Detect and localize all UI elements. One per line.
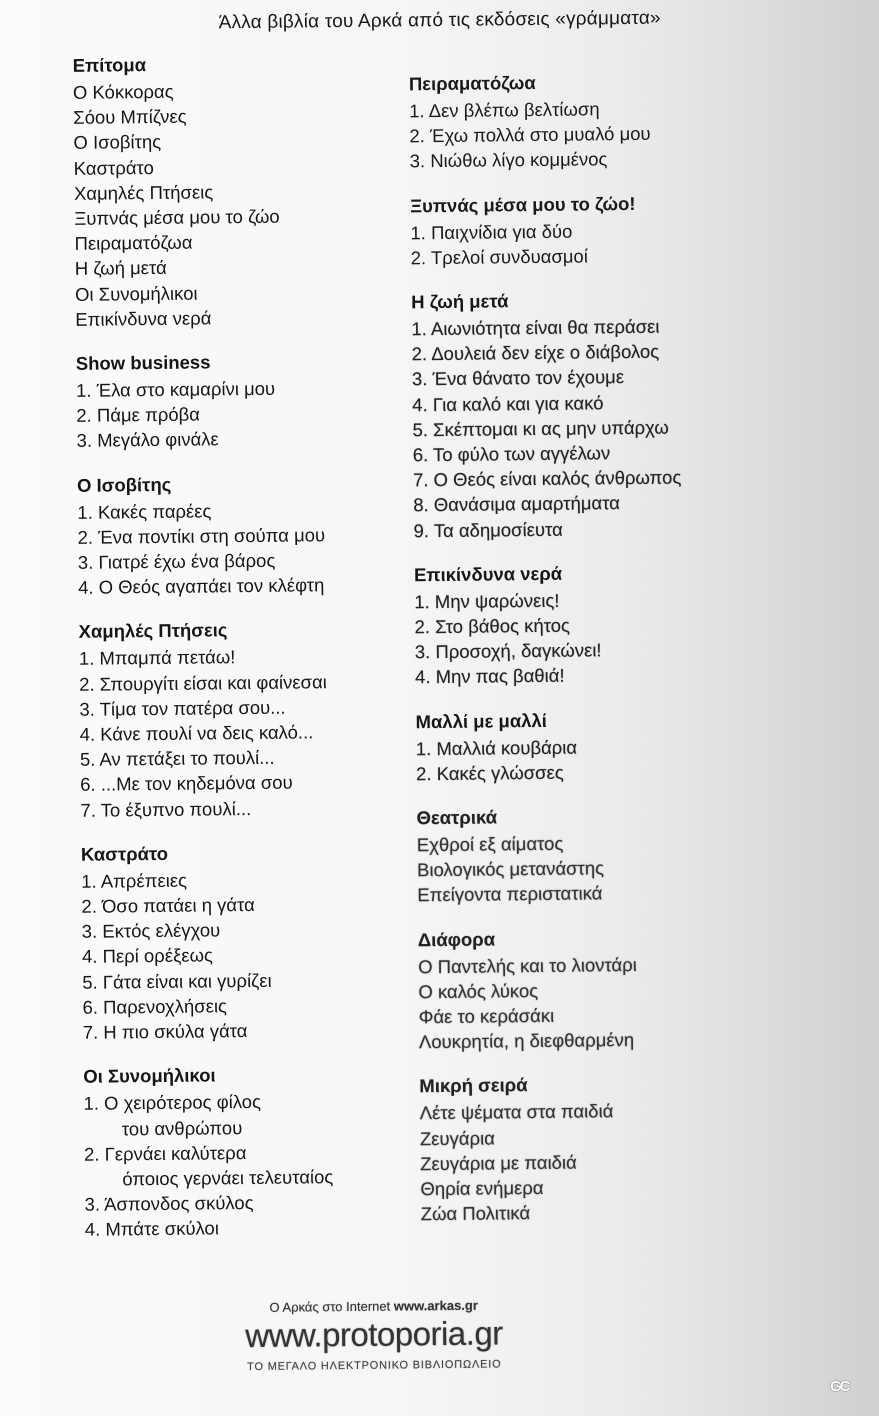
book-item: 2. Τρελοί συνδυασμοί (410, 245, 588, 269)
book-item: 4. Κάνε πουλί να δεις καλό... (79, 721, 314, 745)
book-item: 3. Εκτός ελέγχου (81, 919, 221, 943)
book-list (417, 828, 798, 908)
book-item: 1. Παιχνίδια για δύο (410, 220, 573, 243)
book-item: 1. Μην ψαρώνεις! (414, 589, 560, 613)
section-heading: Επικίνδυνα νερά (413, 562, 563, 586)
section-epitoma (73, 50, 436, 332)
book-list (409, 94, 790, 174)
page-title: Άλλα βιβλία του Αρκά από τις εκδόσεις «γράμματα» (218, 7, 661, 34)
book-item: 2. Σπουργίτι είσαι και φαίνεσαι (79, 670, 327, 695)
section-heading: Θεατρικά (416, 806, 498, 829)
book-item: 1. Ο χειρότερος φίλος (83, 1091, 262, 1115)
book-item: 7. Ο Θεός είναι καλός άνθρωπος (412, 466, 682, 491)
book-item: 2. Όσο πατάει η γάτα (81, 894, 255, 917)
book-item: Η ζωή μετά (74, 257, 167, 280)
book-item: 2. Έχω πολλά στο μυαλό μου (409, 123, 651, 147)
book-item: Ζώα Πολιτικά (420, 1202, 531, 1225)
book-list (73, 76, 436, 332)
book-item: 5. Γάτα είναι και γυρίζει (82, 969, 272, 993)
book-list (418, 950, 799, 1055)
book-item: 5. Σκέπτομαι κι ας μην υπάρχω (412, 416, 669, 441)
book-list (420, 1097, 801, 1227)
book-item: 3. Ένα θάνατο τον έχουμε (411, 366, 625, 390)
section-heading: Καστράτο (80, 842, 169, 865)
section-epikindyna-nera (414, 559, 795, 690)
book-item: 7. Το έξυπνο πουλί... (80, 797, 252, 821)
section-heading: Οι Συνομήλικοι (83, 1064, 216, 1088)
book-item: 4. Μην πας βαθιά! (414, 665, 565, 688)
book-item: 2. Κακές γλώσσες (415, 761, 564, 785)
book-item: 6. Παρενοχλήσεις (82, 995, 228, 1018)
book-list (81, 865, 443, 1045)
section-diafora (418, 924, 799, 1055)
book-item: Βιολογικός μετανάστης (416, 857, 605, 881)
book-item: 3. Νιώθω λίγο κομμένος (409, 148, 608, 172)
book-item: 3. Τίμα τον πατέρα σου... (79, 696, 286, 720)
book-item: 2. Στο βάθος κήτος (414, 614, 571, 638)
book-item: Ο Κόκκορας (72, 80, 174, 103)
book-item: 2. Δουλειά δεν είχε ο διάβολος (411, 340, 660, 365)
book-item: Οι Συνομήλικοι (74, 282, 198, 305)
book-item: 1. Αιωνιότητα είναι θα περάσει (411, 315, 660, 340)
book-item: 3. Γιατρέ έχω ένα βάρος (77, 549, 276, 573)
section-heading: Χαμηλές Πτήσεις (78, 619, 228, 643)
section-mikri-seira (419, 1071, 801, 1227)
book-item: Ζευγάρια (419, 1127, 495, 1149)
internet-label: Ο Αρκάς στο Internet (269, 1298, 391, 1315)
gc-watermark-logo: GC (830, 1378, 849, 1395)
section-heading: Πειραματόζωα (408, 71, 536, 95)
book-item: 1. Δεν βλέπω βελτίωση (409, 98, 600, 122)
book-item: Εχθροί εξ αίματος (416, 832, 564, 856)
book-item: Χαμηλές Πτήσεις (73, 181, 214, 204)
book-item: 3. Μεγάλο φινάλε (76, 428, 219, 452)
section-heading: Ξυπνάς μέσα μου το ζώο! (410, 192, 636, 216)
section-i-zoi-meta (411, 286, 794, 543)
right-column (409, 68, 801, 1246)
protoporia-url[interactable]: www.protoporia.gr (245, 1314, 503, 1355)
book-item: 1. Κακές παρέες (77, 500, 212, 523)
book-item-continuation: όποιος γερνάει τελευταίος (122, 1166, 334, 1190)
book-list (414, 585, 795, 690)
section-heading: Η ζωή μετά (411, 290, 509, 313)
book-item: 1. Μπαμπά πετάω! (78, 646, 236, 670)
book-item: 6. ...Με τον κηδεμόνα σου (80, 772, 293, 796)
book-list (410, 216, 791, 270)
book-item: 4. Περί ορέξεως (81, 944, 214, 968)
book-item: Καστράτο (73, 156, 154, 179)
book-list (416, 732, 797, 786)
book-list (77, 496, 438, 601)
footer (194, 1297, 555, 1374)
book-item: 5. Αν πετάξει το πουλί... (79, 747, 275, 771)
section-show-business (76, 348, 437, 453)
book-item: 3. Προσοχή, δαγκώνει! (414, 639, 602, 663)
book-item: 3. Άσπονδος σκύλος (84, 1192, 254, 1215)
section-theatrika (416, 802, 797, 908)
bookstore-slogan: ΤΟ ΜΕΓΑΛΟ ΗΛΕΚΤΡΟΝΙΚΟ ΒΙΒΛΙΟΠΩΛΕΙΟ (247, 1358, 502, 1374)
book-item: 2. Γερνάει καλύτερα (83, 1141, 247, 1165)
book-item: 9. Τα αδημοσίευτα (413, 518, 563, 541)
book-item: 4. Ο Θεός αγαπάει τον κλέφτη (78, 574, 325, 599)
internet-line (194, 1297, 554, 1316)
book-item: 1. Έλα στο καμαρίνι μου (75, 377, 276, 401)
book-list (411, 312, 793, 543)
arkas-url[interactable]: www.arkas.gr (393, 1297, 478, 1314)
section-peiramatozoa (409, 68, 790, 174)
book-item: Επείγοντα περιστατικά (417, 882, 603, 906)
section-heading: Μαλλί με μαλλί (415, 709, 547, 732)
left-column (73, 50, 446, 1262)
book-item: 1. Μαλλιά κουβάρια (415, 736, 578, 759)
section-heading: Ο Ισοβίτης (76, 473, 172, 496)
section-heading: Show business (75, 351, 211, 374)
book-item: Λέτε ψέματα στα παιδιά (419, 1100, 614, 1124)
book-item: Φάε το κεράσάκι (418, 1004, 555, 1028)
book-item: Ζευγάρια με παιδιά (420, 1151, 577, 1175)
book-list (83, 1087, 445, 1242)
book-item: Ξυπνάς μέσα μου το ζώο (74, 205, 280, 229)
book-item: 4. Μπάτε σκύλοι (84, 1217, 219, 1241)
book-item: 4. Για καλό και για κακό (412, 391, 604, 415)
book-item: Πειραματόζωα (74, 231, 193, 255)
book-item: 2. Ένα ποντίκι στη σούπα μου (77, 524, 326, 548)
book-item: Ο καλός λύκος (418, 979, 539, 1003)
book-item-continuation: του ανθρώπου (121, 1116, 243, 1139)
section-malli-me-malli (415, 706, 796, 786)
book-item: 8. Θανάσιμα αμαρτήματα (413, 492, 621, 516)
book-item: Σόου Μπίζνες (73, 105, 187, 129)
book-item: 7. Η πιο σκύλα γάτα (82, 1020, 248, 1043)
section-heading: Μικρή σειρά (419, 1074, 528, 1097)
book-list (79, 642, 441, 822)
section-heading: Διάφορα (417, 928, 496, 950)
book-list (76, 374, 437, 453)
book-item: Επικίνδυνα νερά (75, 307, 212, 330)
section-chamiles-ptiseis (78, 616, 440, 822)
book-item: Θηρία ενήμερα (420, 1177, 544, 1200)
book-item: 2. Πάμε πρόβα (76, 403, 201, 427)
section-xypnas (410, 190, 791, 270)
book-item: 1. Απρέπειες (81, 869, 188, 892)
book-item: Ο Ισοβίτης (73, 131, 162, 154)
book-item: 6. Το φύλο των αγγέλων (412, 442, 611, 466)
section-kastrato (81, 839, 443, 1045)
book-item: Ο Παντελής και το λιοντάρι (418, 953, 637, 977)
book-item: Λουκρητία, η διεφθαρμένη (418, 1029, 635, 1053)
section-isovitis (77, 470, 438, 601)
section-synomilikoi (83, 1061, 445, 1242)
section-heading: Επίτομα (72, 54, 147, 76)
